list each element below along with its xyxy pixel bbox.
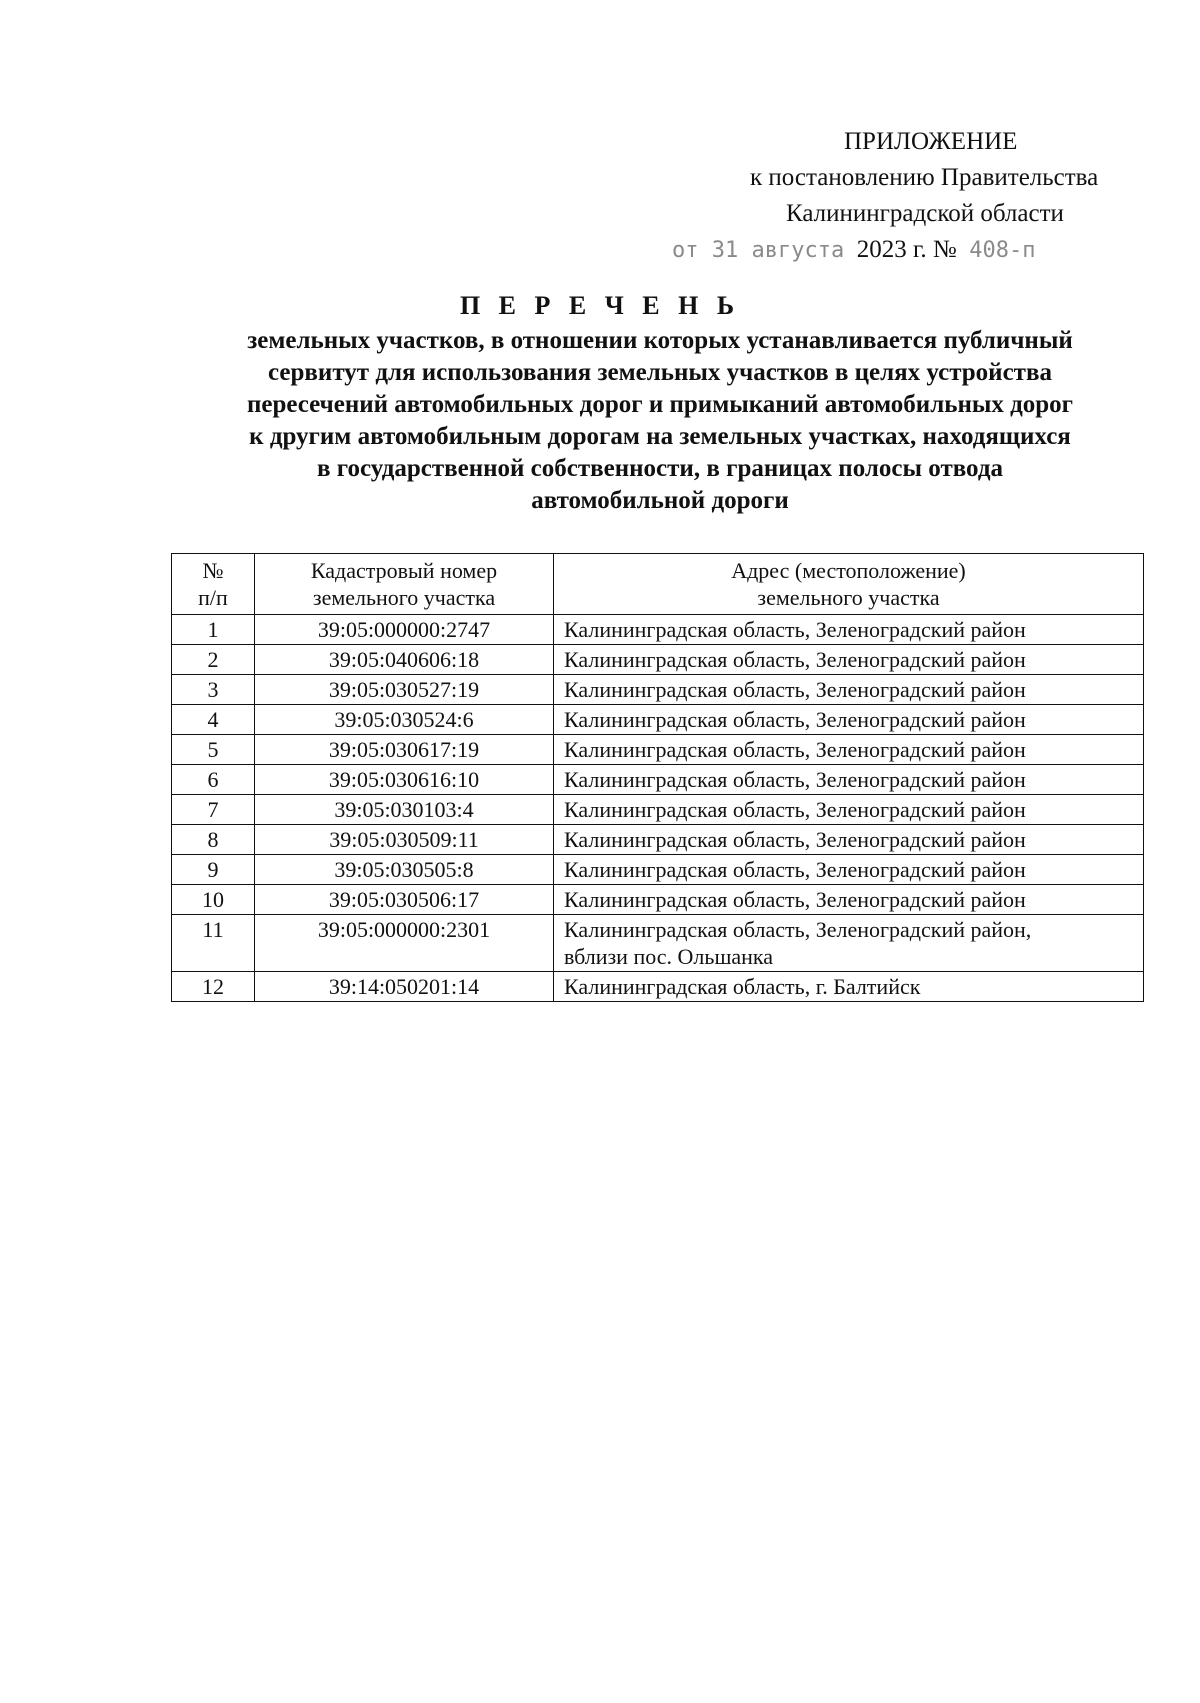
document-number-stamp: 408-п [969, 238, 1036, 263]
row-number: 12 [172, 972, 255, 1002]
table-row [172, 795, 1144, 825]
table-header-row [172, 554, 1144, 615]
resolution-date-line [640, 232, 1140, 269]
address-cell [554, 915, 1144, 972]
address-text: Калининградская область, Зеленоградский район [564, 887, 1026, 912]
address-cell [554, 705, 1144, 735]
table-row [172, 885, 1144, 915]
address-cell [554, 885, 1144, 915]
row-number: 9 [172, 855, 255, 885]
address-cell [554, 735, 1144, 765]
subtitle-line: в государственной собственности, в границах полосы отвода [317, 455, 1003, 482]
cadastral-number: 39:05:030509:11 [255, 825, 554, 855]
address-cell [554, 825, 1144, 855]
row-number: 1 [172, 615, 255, 645]
table-body [172, 615, 1144, 1002]
appendix-header [640, 124, 1140, 269]
row-number: 3 [172, 675, 255, 705]
address-text: Калининградская область, Зеленоградский район [564, 857, 1026, 882]
address-cell [554, 972, 1144, 1002]
region-line: Калининградской области [786, 200, 1064, 227]
subtitle-line: пересечений автомобильных дорог и примыканий автомобильных дорог [246, 391, 1074, 418]
table-row [172, 765, 1144, 795]
cadastral-number: 39:05:030103:4 [255, 795, 554, 825]
table-row [172, 915, 1144, 972]
table-row [172, 825, 1144, 855]
subtitle-line: сервитут для использования земельных участков в целях устройства [268, 359, 1052, 386]
date-stamp: от 31 августа [672, 238, 845, 263]
header-cadastral [255, 554, 554, 615]
appendix-label: ПРИЛОЖЕНИЕ [844, 128, 1018, 155]
header-number [172, 554, 255, 615]
table-row [172, 675, 1144, 705]
row-number: 6 [172, 765, 255, 795]
table-row [172, 855, 1144, 885]
header-number-line: п/п [198, 585, 228, 610]
address-text: Калининградская область, Зеленоградский район [564, 797, 1026, 822]
document-title: П Е Р Е Ч Е Н Ь [459, 291, 741, 320]
cadastral-number: 39:05:000000:2301 [255, 915, 554, 972]
table-row [172, 735, 1144, 765]
table-row [172, 645, 1144, 675]
header-cadastral-line: Кадастровый номер [310, 558, 498, 583]
address-text: Калининградская область, Зеленоградский район [564, 707, 1026, 732]
row-number: 8 [172, 825, 255, 855]
cadastral-number: 39:05:030524:6 [255, 705, 554, 735]
address-text: Калининградская область, Зеленоградский район [564, 767, 1026, 792]
row-number: 4 [172, 705, 255, 735]
address-text: Калининградская область, Зеленоградский район [564, 677, 1026, 702]
cadastral-number: 39:05:030505:8 [255, 855, 554, 885]
address-cell [554, 795, 1144, 825]
date-year: 2023 г. № [856, 236, 957, 263]
address-cell [554, 675, 1144, 705]
cadastral-number: 39:05:030616:10 [255, 765, 554, 795]
row-number: 10 [172, 885, 255, 915]
land-plots-table [171, 553, 1144, 1002]
table-row [172, 615, 1144, 645]
header-address-line: Адрес (местоположение) [731, 558, 966, 583]
address-cell [554, 855, 1144, 885]
header-address-line: земельного участка [757, 585, 940, 610]
cadastral-number: 39:05:030527:19 [255, 675, 554, 705]
address-text: Калининградская область, Зеленоградский район [564, 647, 1026, 672]
subtitle-line: к другим автомобильным дорогам на земельных участках, находящихся [249, 423, 1071, 450]
cadastral-number: 39:14:050201:14 [255, 972, 554, 1002]
cadastral-number: 39:05:040606:18 [255, 645, 554, 675]
address-text: Калининградская область, Зеленоградский район [564, 617, 1026, 642]
address-cell [554, 645, 1144, 675]
address-cell [554, 765, 1144, 795]
header-cadastral-line: земельного участка [312, 585, 496, 610]
address-text: Калининградская область, г. Балтийск [564, 974, 921, 999]
header-address [554, 554, 1144, 615]
address-cell [554, 615, 1144, 645]
address-text: Калининградская область, Зеленоградский район [564, 737, 1026, 762]
document-subtitle [170, 325, 1150, 517]
address-text: Калининградская область, Зеленоградский район [564, 827, 1026, 852]
row-number: 2 [172, 645, 255, 675]
resolution-line: к постановлению Правительства [750, 164, 1099, 191]
header-number-line: № [202, 558, 224, 583]
table-row [172, 705, 1144, 735]
subtitle-line: земельных участков, в отношении которых устанавливается публичный [247, 327, 1073, 354]
table-row [172, 972, 1144, 1002]
address-extra-text: вблизи пос. Ольшанка [564, 944, 774, 969]
cadastral-number: 39:05:030506:17 [255, 885, 554, 915]
row-number: 5 [172, 735, 255, 765]
table-header [172, 554, 1144, 615]
subtitle-line: автомобильной дороги [531, 487, 789, 514]
row-number: 11 [172, 915, 255, 972]
cadastral-number: 39:05:000000:2747 [255, 615, 554, 645]
row-number: 7 [172, 795, 255, 825]
cadastral-number: 39:05:030617:19 [255, 735, 554, 765]
address-text: Калининградская область, Зеленоградский район, [564, 917, 1032, 942]
